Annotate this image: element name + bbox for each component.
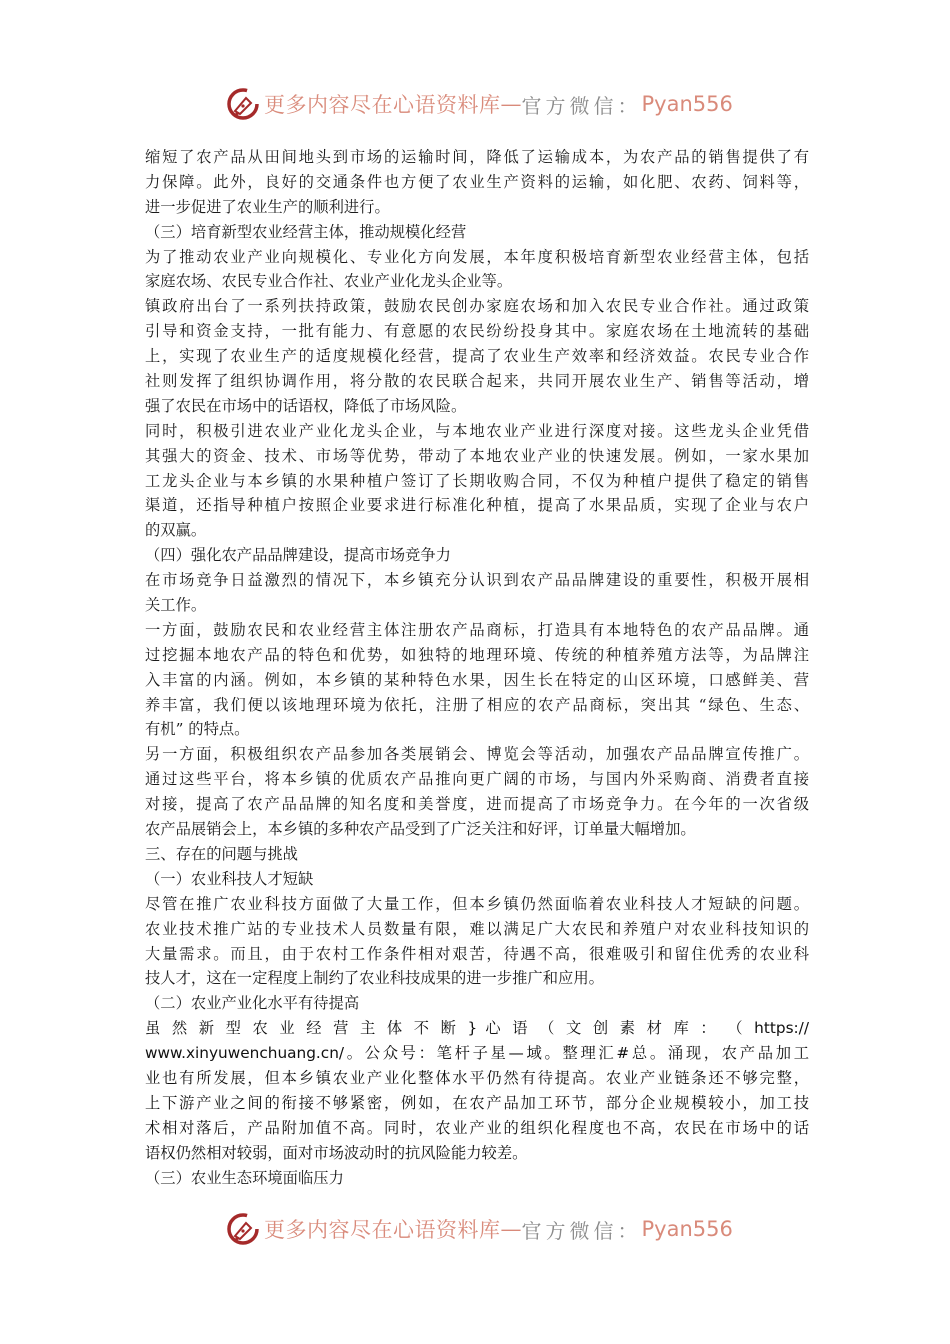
- text-line: 家庭农场、农民专业合作社、农业产业化龙头企业等。: [145, 272, 513, 291]
- section-heading: （三）培育新型农业经营主体，推动规模化经营: [145, 222, 467, 241]
- text-line: 对接，提高了农产品品牌的知名度和美誉度，进而提高了市场竞争力。在今年的一次省级: [145, 795, 809, 814]
- text-line: 入丰富的内涵。例如，本乡镇的某种特色水果，因生长在特定的山区环境，口感鲜美、营: [145, 670, 809, 689]
- watermark-separator: —: [500, 1217, 522, 1241]
- watermark-wechat-id: Pyan556: [641, 1217, 733, 1241]
- section-heading: 三、存在的问题与挑战: [145, 844, 298, 863]
- watermark-main-text: 更多内容尽在心语资料库: [264, 93, 501, 117]
- text-line: 进一步促进了农业生产的顺利进行。: [145, 197, 390, 216]
- watermark-main-text: 更多内容尽在心语资料库: [264, 1218, 501, 1242]
- text-line: 业也有所发展，但本乡镇农业产业化整体水平仍然有待提高。农业产业链条还不够完整，: [145, 1068, 809, 1087]
- footer-watermark: [226, 1209, 733, 1249]
- pen-nib-logo-icon: [226, 87, 260, 121]
- text-line: 有机” 的特点。: [145, 720, 250, 739]
- text-line: 力保障。此外，良好的交通条件也方便了农业生产资料的运输，如化肥、农药、饲料等，: [145, 172, 809, 191]
- watermark-wechat-id: Pyan556: [641, 92, 733, 116]
- section-heading: （一）农业科技人才短缺: [145, 869, 314, 888]
- text-line: 为了推动农业产业向规模化、专业化方向发展，本年度积极培育新型农业经营主体，包括: [145, 247, 809, 266]
- text-line: 工龙头企业与本乡镇的水果种植户签订了长期收购合同，不仅为种植户提供了稳定的销售: [145, 471, 809, 490]
- text-line: 强了农民在市场中的话语权，降低了市场风险。: [145, 396, 467, 415]
- text-line: 上，实现了农业生产的适度规模化经营，提高了农业生产效率和经济效益。农民专业合作: [145, 347, 809, 366]
- text-line: 一方面，鼓励农民和农业经营主体注册农产品商标，打造具有本地特色的农产品品牌。通: [145, 620, 809, 639]
- text-line: 过挖掘本地农产品的特色和优势，如独特的地理环境、传统的种植养殖方法等，为品牌注: [145, 645, 809, 664]
- text-line: 引导和资金支持，一批有能力、有意愿的农民纷纷投身其中。家庭农场在土地流转的基础: [145, 322, 809, 341]
- document-body: [145, 145, 809, 1190]
- watermark-wechat-label: 官方微信：: [521, 1218, 642, 1243]
- text-line: 镇政府出台了一系列扶持政策，鼓励农民创办家庭农场和加入农民专业合作社。通过政策: [145, 297, 809, 316]
- text-line: 农产品展销会上，本乡镇的多种农产品受到了广泛关注和好评，订单量大幅增加。: [145, 820, 696, 839]
- text-line: 技人才，这在一定程度上制约了农业科技成果的进一步推广和应用。: [145, 969, 604, 988]
- text-line: 大量需求。而且，由于农村工作条件相对艰苦，待遇不高，很难吸引和留住优秀的农业科: [145, 944, 809, 963]
- header-watermark: [226, 84, 733, 124]
- section-heading: （二）农业产业化水平有待提高: [145, 994, 360, 1013]
- text-line: 虽 然 新 型 农 业 经 营 主 体 不 断 } 心 语 （ 文 创 素 材 库 ： （ https://: [145, 1019, 809, 1038]
- text-line: 渠道，还指导种植户按照企业要求进行标准化种植，提高了水果品质，实现了企业与农户: [145, 496, 809, 515]
- text-line: 上下游产业之间的衔接不够紧密，例如，在农产品加工环节，部分企业规模较小，加工技: [145, 1093, 809, 1112]
- text-line: 在市场竞争日益激烈的情况下，本乡镇充分认识到农产品品牌建设的重要性，积极开展相: [145, 571, 809, 590]
- text-line: 术相对落后，产品附加值不高。同时，农业产业的组织化程度也不高，农民在市场中的话: [145, 1118, 809, 1137]
- watermark-separator: —: [500, 92, 522, 116]
- text-line: 的双赢。: [145, 521, 207, 540]
- text-line: 缩短了农产品从田间地头到市场的运输时间，降低了运输成本，为农产品的销售提供了有: [145, 148, 809, 166]
- watermark-wechat-label: 官方微信：: [521, 93, 642, 118]
- section-heading: （三）农业生态环境面临压力: [145, 1168, 344, 1187]
- text-line: 尽管在推广农业科技方面做了大量工作，但本乡镇仍然面临着农业科技人才短缺的问题。: [145, 894, 809, 913]
- text-line: 社则发挥了组织协调作用，将分散的农民联合起来，共同开展农业生产、销售等活动，增: [145, 372, 809, 391]
- text-line: 同时，积极引进农业产业化龙头企业，与本地农业产业进行深度对接。这些龙头企业凭借: [145, 421, 809, 440]
- text-line: 农业技术推广站的专业技术人员数量有限，难以满足广大农民和养殖户对农业科技知识的: [145, 919, 809, 938]
- text-line: 通过这些平台，将本乡镇的优质农产品推向更广阔的市场，与国内外采购商、消费者直接: [145, 770, 809, 789]
- text-line: www.xinyuwenchuang.cn/。公众号：笔杆子星—域。整理汇#总。涌现，农产品加工: [145, 1044, 809, 1063]
- text-line: 其强大的资金、技术、市场等优势，带动了本地农业产业的快速发展。例如，一家水果加: [145, 446, 809, 465]
- pen-nib-logo-icon: [226, 1212, 260, 1246]
- section-heading: （四）强化农产品品牌建设，提高市场竞争力: [145, 546, 451, 565]
- text-line: 关工作。: [145, 596, 207, 615]
- text-line: 另一方面，积极组织农产品参加各类展销会、博览会等活动，加强农产品品牌宣传推广。: [145, 745, 809, 764]
- text-line: 语权仍然相对较弱，面对市场波动时的抗风险能力较差。: [145, 1143, 528, 1162]
- text-line: 养丰富，我们便以该地理环境为依托，注册了相应的农产品商标，突出其 “绿色、生态、: [145, 695, 809, 714]
